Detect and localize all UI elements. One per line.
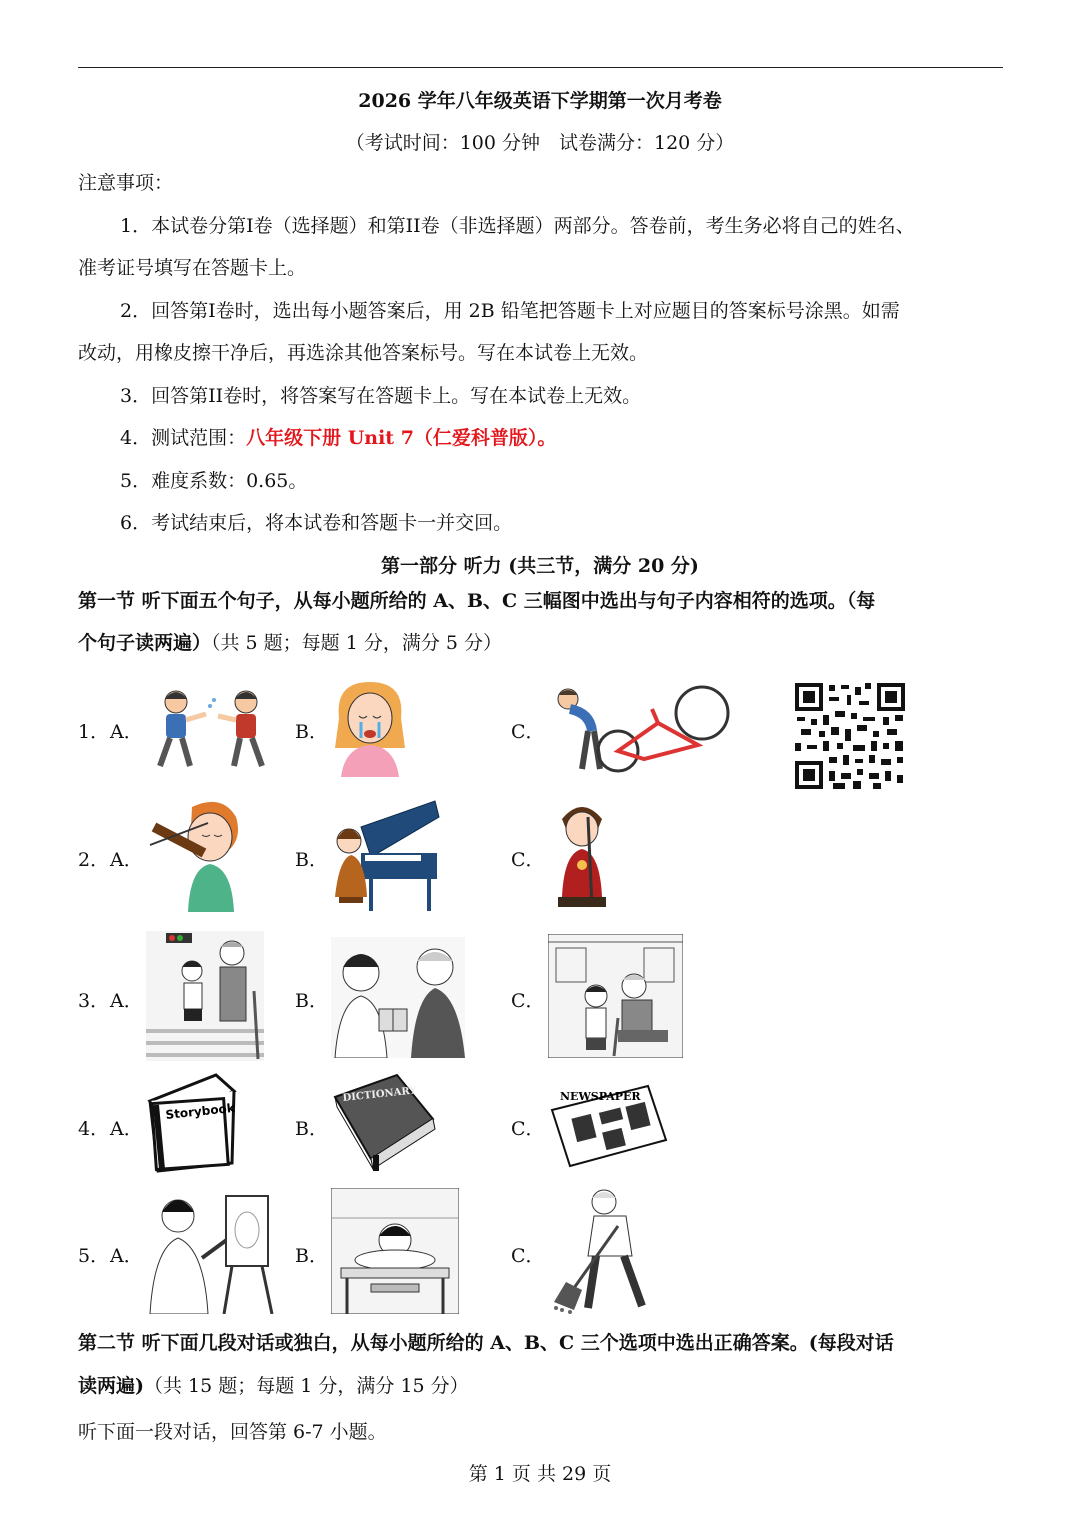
q3-option-c-label: C．	[511, 990, 545, 1012]
question-2-number: 2．	[78, 849, 110, 871]
newspaper-label: NEWSPAPER	[560, 1090, 641, 1103]
note-5: 5．难度系数：0.65。	[120, 470, 308, 492]
crying-girl-picture	[331, 678, 409, 777]
q4-option-c-label: C．	[511, 1118, 545, 1140]
section-2-score-info: （共 15 题；每题 1 分，满分 15 分）	[144, 1375, 469, 1397]
question-4-number: 4．	[78, 1118, 110, 1140]
q1-option-c-label: C．	[511, 721, 545, 743]
storybook-label: Storybook	[164, 1100, 236, 1122]
question-1-number: 1．	[78, 721, 110, 743]
two-boys-fighting-picture	[146, 684, 280, 770]
q3-option-a-label: A．	[110, 990, 143, 1012]
section-1-instruction-line-1: 第一节 听下面五个句子，从每小题所给的 A、B、C 三幅图中选出与句子内容相符的选项。（每	[78, 590, 876, 612]
section-1-instruction-line-2	[78, 622, 502, 665]
boy-playing-violin-picture	[148, 797, 246, 912]
q2-option-b-label: B．	[295, 849, 328, 871]
q3-option-b-label: B．	[295, 990, 328, 1012]
test-scope: 八年级下册 Unit 7（仁爱科普版）。	[246, 427, 557, 449]
section-1-bold-part: 个句子读两遍）	[78, 632, 212, 654]
q5-option-c-label: C．	[511, 1245, 545, 1267]
section-1-score-info: （共 5 题；每题 1 分，满分 5 分）	[211, 632, 503, 654]
newspaper-picture	[548, 1080, 670, 1168]
note-3: 3．回答第II卷时，将答案写在答题卡上。写在本试卷上无效。	[120, 385, 642, 407]
q5-option-b-label: B．	[295, 1245, 328, 1267]
q2-option-a-label: A．	[110, 849, 143, 871]
boy-receiving-gift-picture	[331, 937, 465, 1058]
listening-instruction: 听下面一段对话，回答第 6-7 小题。	[78, 1421, 387, 1443]
q1-option-a-label: A．	[110, 721, 143, 743]
section-2-instruction-line-1: 第二节 听下面几段对话或独白，从每小题所给的 A、B、C 三个选项中选出正确答案。(每段对话	[78, 1332, 894, 1354]
note-1-line-1: 1．本试卷分第I卷（选择题）和第II卷（非选择题）两部分。答卷前，考生务必将自己的姓名、	[120, 215, 915, 237]
q1-option-b-label: B．	[295, 721, 328, 743]
note-4-prefix: 4．测试范围：	[120, 427, 247, 449]
notes-heading: 注意事项：	[78, 172, 174, 194]
boy-playing-erhu-picture	[548, 797, 616, 912]
top-rule	[78, 67, 1003, 68]
section-2-instruction-line-2	[78, 1365, 469, 1408]
part-1-title: 第一部分 听力 (共三节，满分 20 分)	[381, 555, 699, 577]
section-2-bold-part: 读两遍)	[78, 1375, 144, 1397]
old-man-sitting-on-bus-picture	[548, 934, 683, 1058]
note-6: 6．考试结束后，将本试卷和答题卡一并交回。	[120, 512, 513, 534]
girl-playing-piano-picture	[331, 797, 441, 913]
q5-option-a-label: A．	[110, 1245, 143, 1267]
question-5-number: 5．	[78, 1245, 110, 1267]
note-1-line-2: 准考证号填写在答题卡上。	[78, 257, 307, 279]
boy-helping-old-man-cross-street-picture	[146, 931, 264, 1061]
question-3-number: 3．	[78, 990, 110, 1012]
boy-fixing-bicycle-picture	[548, 683, 730, 775]
boy-sleeping-at-desk-picture	[331, 1188, 459, 1314]
exam-subtitle: （考试时间：100 分钟 试卷满分：120 分）	[345, 132, 735, 154]
dictionary-picture	[331, 1071, 436, 1173]
exam-title: 2026 学年八年级英语下学期第一次月考卷	[358, 90, 722, 112]
q4-option-a-label: A．	[110, 1118, 143, 1140]
q4-option-b-label: B．	[295, 1118, 328, 1140]
dictionary-label: DICTIONARY	[342, 1085, 418, 1104]
page-footer: 第 1 页 共 29 页	[468, 1463, 612, 1485]
q2-option-c-label: C．	[511, 849, 545, 871]
note-2-line-1: 2．回答第I卷时，选出每小题答案后，用 2B 铅笔把答题卡上对应题目的答案标号涂黑。如需	[120, 300, 900, 322]
note-4	[120, 417, 556, 460]
man-sweeping-floor-picture	[548, 1186, 676, 1314]
boy-painting-picture	[148, 1186, 278, 1314]
note-2-line-2: 改动，用橡皮擦干净后，再选涂其他答案标号。写在本试卷上无效。	[78, 342, 649, 364]
storybook-picture	[146, 1071, 238, 1175]
qr-code-icon	[793, 681, 907, 791]
